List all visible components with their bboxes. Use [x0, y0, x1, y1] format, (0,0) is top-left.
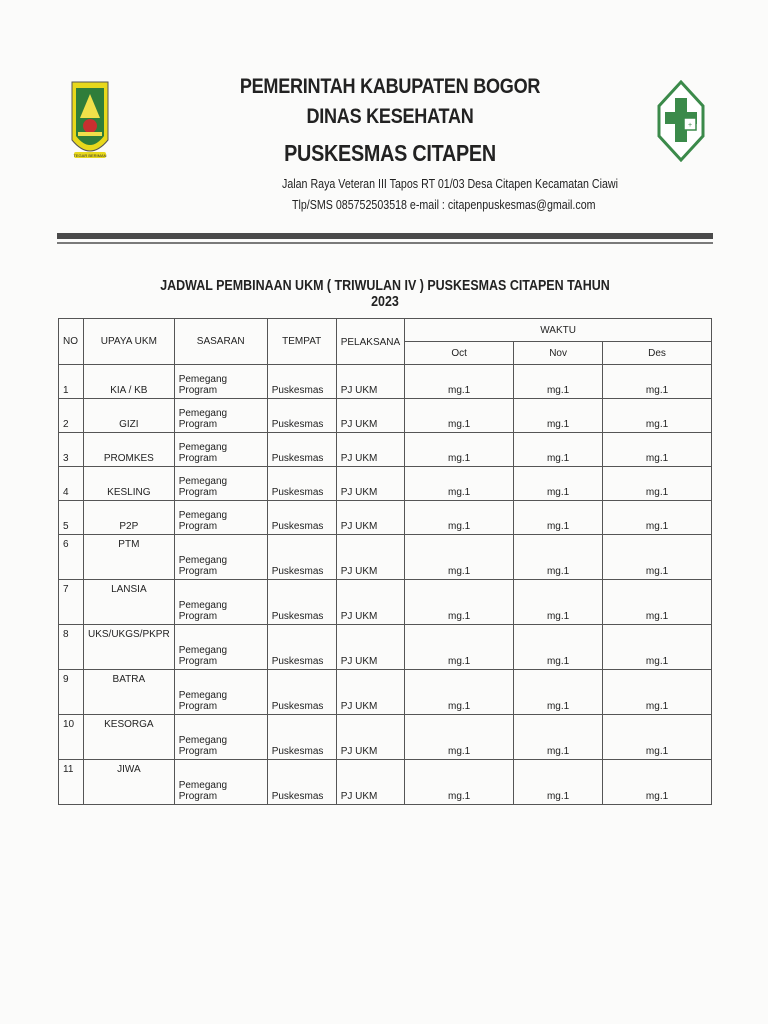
table-row — [59, 625, 712, 670]
cell-pelaksana: PJ UKM — [336, 467, 404, 501]
cell-nov: mg.1 — [514, 625, 603, 670]
cell-pelaksana: PJ UKM — [336, 625, 404, 670]
header-line-3: PUSKESMAS CITAPEN — [284, 140, 496, 166]
cell-nov: mg.1 — [514, 580, 603, 625]
cell-tempat: Puskesmas — [267, 760, 336, 805]
header-address: Jalan Raya Veteran III Tapos RT 01/03 Desa Citapen Kecamatan Ciawi — [282, 176, 618, 191]
cell-oct: mg.1 — [405, 535, 514, 580]
table-row — [59, 399, 712, 433]
cell-upaya-ukm: UKS/UKGS/PKPR — [84, 625, 175, 670]
cell-no: 11 — [59, 760, 84, 805]
cell-sasaran: Pemegang Program — [174, 399, 267, 433]
cell-upaya-ukm: BATRA — [84, 670, 175, 715]
table-row — [59, 760, 712, 805]
cell-oct: mg.1 — [405, 715, 514, 760]
cell-nov: mg.1 — [514, 715, 603, 760]
table-row — [59, 433, 712, 467]
cell-tempat: Puskesmas — [267, 670, 336, 715]
cell-no: 8 — [59, 625, 84, 670]
table-row — [59, 467, 712, 501]
table-row — [59, 580, 712, 625]
cell-pelaksana: PJ UKM — [336, 670, 404, 715]
cell-sasaran: Pemegang Program — [174, 467, 267, 501]
cell-upaya-ukm: KESORGA — [84, 715, 175, 760]
cell-tempat: Puskesmas — [267, 715, 336, 760]
header-month-oct: Oct — [405, 342, 514, 365]
kabupaten-bogor-crest-icon — [68, 78, 112, 170]
cell-des: mg.1 — [603, 625, 712, 670]
cell-des: mg.1 — [603, 433, 712, 467]
header-tempat: TEMPAT — [267, 319, 336, 365]
table-row — [59, 715, 712, 760]
cell-upaya-ukm: PTM — [84, 535, 175, 580]
cell-no: 6 — [59, 535, 84, 580]
cell-upaya-ukm: KESLING — [84, 467, 175, 501]
schedule-table — [58, 318, 712, 805]
header-no: NO — [59, 319, 84, 365]
cell-upaya-ukm: KIA / KB — [84, 365, 175, 399]
cell-oct: mg.1 — [405, 433, 514, 467]
header-upaya-ukm: UPAYA UKM — [84, 319, 175, 365]
cell-nov: mg.1 — [514, 399, 603, 433]
header-line-2: DINAS KESEHATAN — [306, 105, 474, 128]
cell-no: 4 — [59, 467, 84, 501]
cell-nov: mg.1 — [514, 365, 603, 399]
cell-des: mg.1 — [603, 580, 712, 625]
cell-sasaran: Pemegang Program — [174, 625, 267, 670]
puskesmas-cross-icon — [657, 80, 705, 162]
cell-oct: mg.1 — [405, 501, 514, 535]
cell-pelaksana: PJ UKM — [336, 365, 404, 399]
cell-tempat: Puskesmas — [267, 535, 336, 580]
cell-tempat: Puskesmas — [267, 433, 336, 467]
cell-oct: mg.1 — [405, 399, 514, 433]
cell-sasaran: Pemegang Program — [174, 433, 267, 467]
header-month-des: Des — [603, 342, 712, 365]
crest-motto: TEGAR BERIMAN — [73, 153, 107, 158]
cell-pelaksana: PJ UKM — [336, 715, 404, 760]
cell-des: mg.1 — [603, 715, 712, 760]
cell-no: 10 — [59, 715, 84, 760]
table-row — [59, 501, 712, 535]
cell-sasaran: Pemegang Program — [174, 501, 267, 535]
cell-upaya-ukm: P2P — [84, 501, 175, 535]
svg-text:+: + — [687, 122, 693, 129]
cell-tempat: Puskesmas — [267, 501, 336, 535]
cell-pelaksana: PJ UKM — [336, 535, 404, 580]
table-row — [59, 535, 712, 580]
cell-sasaran: Pemegang Program — [174, 535, 267, 580]
cell-pelaksana: PJ UKM — [336, 501, 404, 535]
table-row — [59, 670, 712, 715]
cell-nov: mg.1 — [514, 670, 603, 715]
header-sasaran: SASARAN — [174, 319, 267, 365]
cell-des: mg.1 — [603, 365, 712, 399]
cell-tempat: Puskesmas — [267, 399, 336, 433]
cell-pelaksana: PJ UKM — [336, 760, 404, 805]
cell-pelaksana: PJ UKM — [336, 433, 404, 467]
cell-pelaksana: PJ UKM — [336, 580, 404, 625]
cell-tempat: Puskesmas — [267, 625, 336, 670]
header-month-nov: Nov — [514, 342, 603, 365]
cell-oct: mg.1 — [405, 580, 514, 625]
cell-no: 2 — [59, 399, 84, 433]
cell-sasaran: Pemegang Program — [174, 760, 267, 805]
cell-oct: mg.1 — [405, 467, 514, 501]
cell-nov: mg.1 — [514, 501, 603, 535]
cell-oct: mg.1 — [405, 625, 514, 670]
cell-no: 7 — [59, 580, 84, 625]
cell-sasaran: Pemegang Program — [174, 580, 267, 625]
cell-upaya-ukm: JIWA — [84, 760, 175, 805]
cell-oct: mg.1 — [405, 365, 514, 399]
cell-des: mg.1 — [603, 760, 712, 805]
header-pelaksana: PELAKSANA — [336, 319, 404, 365]
cell-no: 5 — [59, 501, 84, 535]
cell-nov: mg.1 — [514, 535, 603, 580]
cell-oct: mg.1 — [405, 760, 514, 805]
cell-des: mg.1 — [603, 399, 712, 433]
cell-des: mg.1 — [603, 501, 712, 535]
cell-nov: mg.1 — [514, 467, 603, 501]
cell-upaya-ukm: PROMKES — [84, 433, 175, 467]
cell-tempat: Puskesmas — [267, 580, 336, 625]
header-contact: Tlp/SMS 085752503518 e-mail : citapenpuskesmas@gmail.com — [292, 197, 596, 212]
cell-upaya-ukm: LANSIA — [84, 580, 175, 625]
cell-des: mg.1 — [603, 670, 712, 715]
cell-des: mg.1 — [603, 535, 712, 580]
table-row — [59, 365, 712, 399]
cell-upaya-ukm: GIZI — [84, 399, 175, 433]
cell-sasaran: Pemegang Program — [174, 365, 267, 399]
cell-des: mg.1 — [603, 467, 712, 501]
cell-no: 1 — [59, 365, 84, 399]
cell-sasaran: Pemegang Program — [174, 670, 267, 715]
cell-no: 3 — [59, 433, 84, 467]
cell-pelaksana: PJ UKM — [336, 399, 404, 433]
cell-nov: mg.1 — [514, 760, 603, 805]
cell-sasaran: Pemegang Program — [174, 715, 267, 760]
cell-no: 9 — [59, 670, 84, 715]
header-rule-thin — [57, 242, 713, 244]
header-rule-thick — [57, 233, 713, 239]
document-title: JADWAL PEMBINAAN UKM ( TRIWULAN IV ) PUSKESMAS CITAPEN TAHUN 2023 — [160, 278, 610, 310]
header-waktu: WAKTU — [405, 319, 712, 342]
cell-tempat: Puskesmas — [267, 365, 336, 399]
cell-tempat: Puskesmas — [267, 467, 336, 501]
cell-oct: mg.1 — [405, 670, 514, 715]
header-line-1: PEMERINTAH KABUPATEN BOGOR — [239, 75, 541, 98]
cell-nov: mg.1 — [514, 433, 603, 467]
